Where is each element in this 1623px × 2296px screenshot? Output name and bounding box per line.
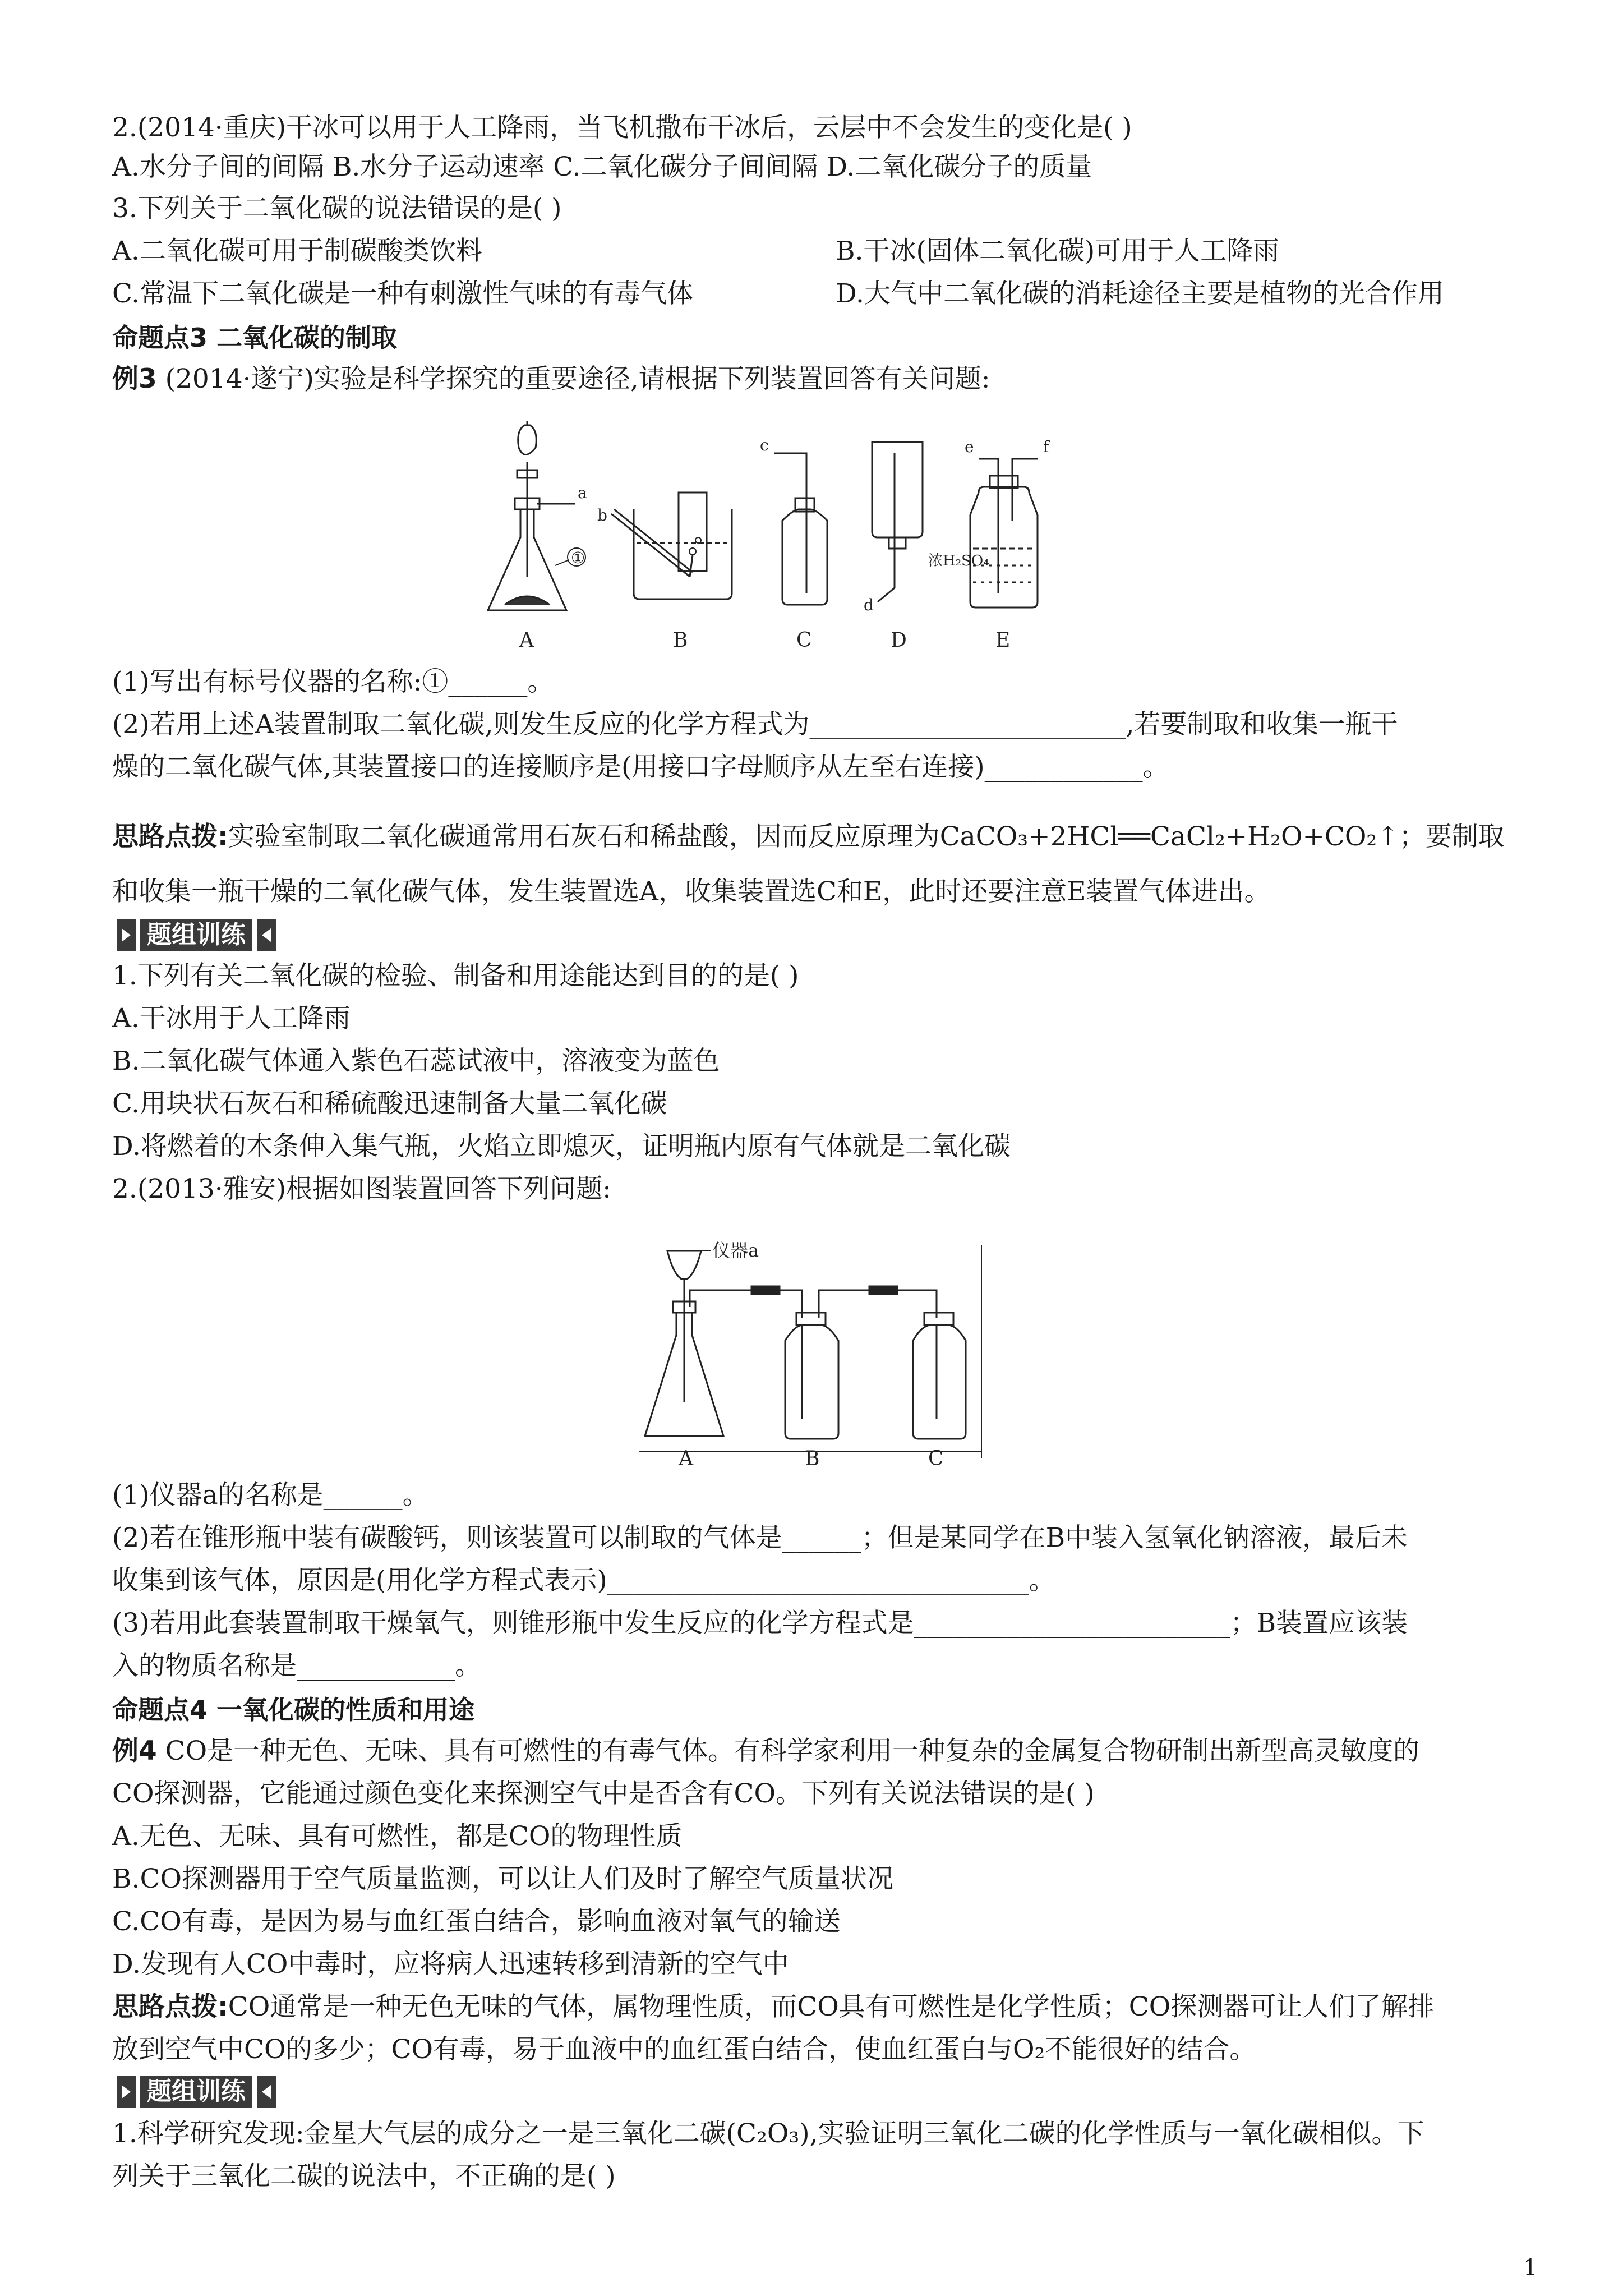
question-3-option-b: B.干冰(固体二氧化碳)可用于人工降雨 (836, 236, 1280, 266)
group-1-question-1: 1.下列有关二氧化碳的检验、制备和用途能达到目的的是( ) (112, 960, 799, 991)
hint-4-label: 思路点拨: (112, 1991, 228, 2022)
apparatus-c (897, 1290, 966, 1439)
apparatus-b (780, 1290, 897, 1439)
example-3-text: (2014·遂宁)实验是科学探究的重要途径,请根据下列装置回答有关问题: (156, 364, 990, 394)
hint-3-line-1 (112, 820, 1505, 854)
hint-3-line-2: 和收集一瓶干燥的二氧化碳气体，发生装置选A，收集装置选C和E，此时还要注意E装置气体进出。 (112, 876, 1271, 907)
group-2-question-1a: 1.科学研究发现:金星大气层的成分之一是三氧化二碳(C₂O₃),实验证明三氧化二碳的化学性质与一氧化碳相似。下 (112, 2118, 1424, 2149)
group-1-option-b: B.二氧化碳气体通入紫色石蕊试液中，溶液变为蓝色 (112, 1046, 720, 1076)
apparatus-figure-2 (634, 1234, 993, 1470)
example-3-part-2b: 燥的二氧化碳气体,其装置接口的连接顺序是(用接口字母顺序从左至右连接)____________。 (112, 752, 1169, 783)
hint-4-line-1 (112, 1990, 1434, 2024)
port-d: d (864, 596, 874, 614)
port-c: c (760, 436, 769, 454)
example-4-line-2: CO探测器，它能通过颜色变化来探测空气中是否含有CO。下列有关说法错误的是( ) (112, 1778, 1095, 1809)
apparatus-figure-1 (471, 408, 1144, 655)
badge-right-marker (257, 2076, 276, 2108)
group-1-question-2: 2.(2013·雅安)根据如图装置回答下列问题: (112, 1174, 611, 1204)
group-1-option-a: A.干冰用于人工降雨 (112, 1003, 351, 1034)
group-1-q2-part-3a: (3)若用此套装置制取干燥氧气，则锥形瓶中发生反应的化学方程式是________________________；B装置应该装 (112, 1608, 1408, 1639)
example-4-option-a: A.无色、无味、具有可燃性，都是CO的物理性质 (112, 1821, 683, 1852)
section-heading-3: 命题点3 二氧化碳的制取 (112, 323, 398, 353)
apparatus-b (611, 493, 732, 599)
group-training-badge-2 (112, 2076, 280, 2108)
group-1-q2-part-1: (1)仪器a的名称是______。 (112, 1480, 429, 1511)
group-2-question-1b: 列关于三氧化二碳的说法中，不正确的是( ) (112, 2161, 616, 2192)
group-1-q2-part-3b: 入的物质名称是____________。 (112, 1650, 481, 1681)
port-f: f (1043, 438, 1049, 456)
label-a: A (679, 1447, 693, 1470)
hint-4-text-1: CO通常是一种无色无味的气体，属物理性质，而CO具有可燃性是化学性质；CO探测器可让人们了解排 (228, 1991, 1435, 2022)
label-b: B (805, 1447, 820, 1470)
group-1-q2-part-2b: 收集到该气体，原因是(用化学方程式表示)________________________________。 (112, 1565, 1055, 1596)
group-training-badge-1 (112, 919, 280, 951)
label-instrument-a: 仪器a (712, 1240, 759, 1261)
question-3-option-a: A.二氧化碳可用于制碳酸类饮料 (112, 236, 482, 266)
port-b: b (597, 506, 607, 524)
question-2-options: A.水分子间的间隔 B.水分子运动速率 C.二氧化碳分子间间隔 D.二氧化碳分子的质量 (112, 151, 1092, 182)
label-c: C (796, 629, 812, 652)
hint-3-label: 思路点拨: (112, 821, 228, 852)
hint-3-text-1: 实验室制取二氧化碳通常用石灰石和稀盐酸，因而反应原理为CaCO₃+2HCl══CaCl₂+H₂O+CO₂↑；要制取 (228, 821, 1505, 852)
group-1-option-c: C.用块状石灰石和稀硫酸迅速制备大量二氧化碳 (112, 1088, 667, 1119)
example-3-part-1: (1)写出有标号仪器的名称:①______。 (112, 666, 554, 697)
question-3-option-c: C.常温下二氧化碳是一种有刺激性气味的有毒气体 (112, 278, 694, 309)
label-c: C (928, 1447, 944, 1470)
question-2: 2.(2014·重庆)干冰可以用于人工降雨，当飞机撒布干冰后，云层中不会发生的变化是( ) (112, 112, 1132, 143)
example-4-option-b: B.CO探测器用于空气质量监测，可以让人们及时了解空气质量状况 (112, 1864, 893, 1894)
hint-4-line-2: 放到空气中CO的多少；CO有毒，易于血液中的血红蛋白结合，使血红蛋白与O₂不能很好的结合。 (112, 2034, 1256, 2065)
example-4-label: 例4 (112, 1736, 157, 1766)
question-3-option-d: D.大气中二氧化碳的消耗途径主要是植物的光合作用 (836, 278, 1444, 309)
badge-left-marker (117, 2076, 136, 2108)
question-3: 3.下列关于二氧化碳的说法错误的是( ) (112, 193, 562, 224)
group-training-label-2: 题组训练 (140, 2076, 252, 2108)
apparatus-a (645, 1251, 780, 1436)
example-3 (112, 362, 990, 396)
label-d: D (891, 629, 907, 652)
label-acid: 浓H₂SO₄ (928, 553, 989, 569)
example-3-part-2a: (2)若用上述A装置制取二氧化碳,则发生反应的化学方程式为________________________,若要制取和收集一瓶干 (112, 709, 1398, 740)
example-4-option-c: C.CO有毒，是因为易与血红蛋白结合，影响血液对氧气的输送 (112, 1906, 841, 1937)
group-1-q2-part-2a: (2)若在锥形瓶中装有碳酸钙，则该装置可以制取的气体是______；但是某同学在B中装入氢氧化钠溶液，最后未 (112, 1522, 1408, 1553)
group-training-label-1: 题组训练 (140, 919, 252, 951)
apparatus-d (872, 442, 923, 602)
page-number: 1 (1523, 2255, 1538, 2281)
label-e: E (995, 629, 1011, 652)
apparatus-e (970, 459, 1038, 608)
label-a: A (519, 629, 534, 652)
apparatus-a (488, 421, 585, 610)
example-4-line-1 (112, 1734, 1419, 1768)
section-heading-4: 命题点4 一氧化碳的性质和用途 (112, 1695, 475, 1725)
example-3-label: 例3 (112, 364, 157, 394)
label-number-1: ① (571, 549, 585, 567)
example-4-text-1: CO是一种无色、无味、具有可燃性的有毒气体。有科学家利用一种复杂的金属复合物研制出新型高灵敏度的 (156, 1736, 1420, 1766)
port-e: e (965, 438, 974, 456)
badge-left-marker (117, 919, 136, 951)
example-4-option-d: D.发现有人CO中毒时，应将病人迅速转移到清新的空气中 (112, 1949, 789, 1980)
port-a: a (578, 484, 587, 502)
apparatus-c (774, 453, 827, 605)
label-b: B (673, 629, 688, 652)
badge-right-marker (257, 919, 276, 951)
group-1-option-d: D.将燃着的木条伸入集气瓶，火焰立即熄灭，证明瓶内原有气体就是二氧化碳 (112, 1131, 1011, 1162)
